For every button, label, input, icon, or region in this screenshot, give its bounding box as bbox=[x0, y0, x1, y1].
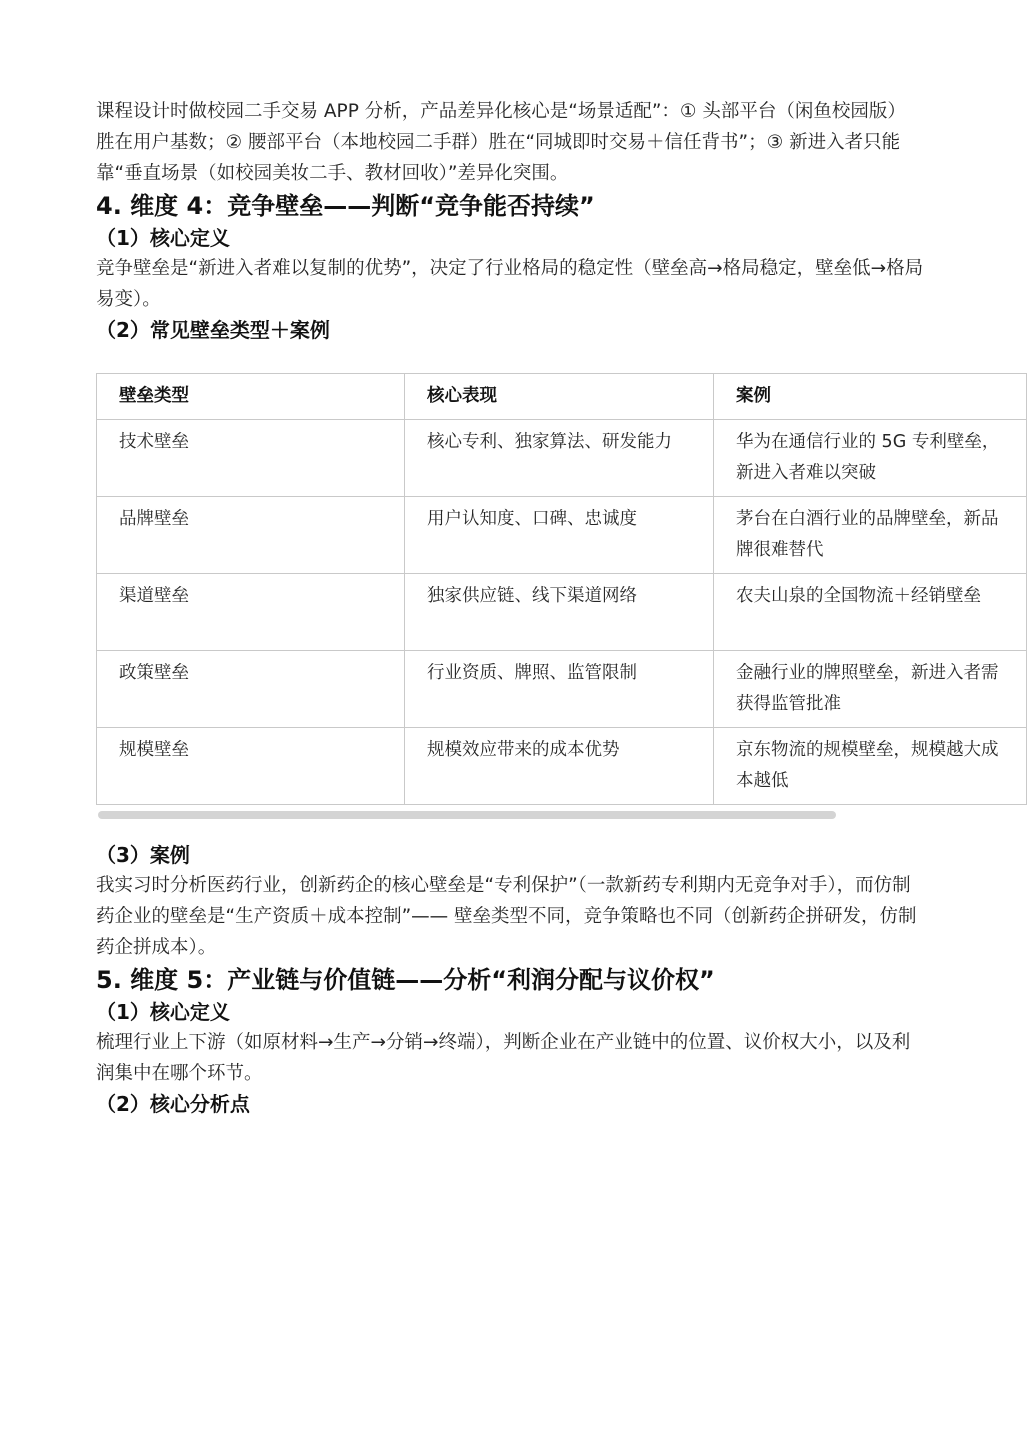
table-cell-type: 技术壁垒 bbox=[97, 420, 405, 497]
table-horizontal-scrollbar[interactable] bbox=[96, 811, 924, 820]
table-cell-case: 华为在通信行业的 5G 专利壁垒，新进入者难以突破 bbox=[714, 420, 1027, 497]
barrier-table bbox=[96, 373, 1027, 805]
table-cell-manifestation: 独家供应链、线下渠道网络 bbox=[405, 574, 714, 651]
table-row bbox=[97, 574, 1027, 651]
table-header-cell: 壁垒类型 bbox=[97, 374, 405, 420]
section-5-definition-heading: （1）核心定义 bbox=[96, 1000, 230, 1024]
table-cell-case: 京东物流的规模壁垒，规模越大成本越低 bbox=[714, 728, 1027, 805]
table-cell-type: 政策壁垒 bbox=[97, 651, 405, 728]
table-row bbox=[97, 728, 1027, 805]
document-page bbox=[96, 96, 1000, 1119]
section-4-definition-text: 竞争壁垒是“新进入者难以复制的优势”，决定了行业格局的稳定性（壁垒高→格局稳定，壁垒低→格局易变）。 bbox=[96, 258, 924, 310]
intro-paragraph: 课程设计时做校园二手交易 APP 分析，产品差异化核心是“场景适配”：① 头部平台（闲鱼校园版）胜在用户基数；② 腰部平台（本地校园二手群）胜在“同城即时交易＋信任背书”；③ 新进入者只能靠“垂直场景（如校园美妆二手、教材回收）”差异化突围。 bbox=[96, 101, 906, 184]
table-cell-case: 茅台在白酒行业的品牌壁垒，新品牌很难替代 bbox=[714, 497, 1027, 574]
table-cell-type: 渠道壁垒 bbox=[97, 574, 405, 651]
section-4-types-heading: （2）常见壁垒类型＋案例 bbox=[96, 318, 330, 342]
table-header-row bbox=[97, 374, 1027, 420]
table-cell-manifestation: 核心专利、独家算法、研发能力 bbox=[405, 420, 714, 497]
section-4-definition-heading: （1）核心定义 bbox=[96, 226, 230, 250]
table-header-cell: 案例 bbox=[714, 374, 1027, 420]
section-5-definition-text: 梳理行业上下游（如原材料→生产→分销→终端），判断企业在产业链中的位置、议价权大小，以及利润集中在哪个环节。 bbox=[96, 1032, 911, 1084]
table-cell-case: 农夫山泉的全国物流＋经销壁垒 bbox=[714, 574, 1027, 651]
scrollbar-thumb[interactable] bbox=[98, 811, 836, 819]
section-4-title: 4. 维度 4：竞争壁垒——判断“竞争能否持续” bbox=[96, 192, 595, 220]
section-5-points-heading: （2）核心分析点 bbox=[96, 1092, 250, 1116]
table-header-cell: 核心表现 bbox=[405, 374, 714, 420]
section-4-case-text: 我实习时分析医药行业，创新药企的核心壁垒是“专利保护”（一款新药专利期内无竞争对手），而仿制药企业的壁垒是“生产资质＋成本控制”—— 壁垒类型不同，竞争策略也不同（创新药企拼研发，仿制药企拼成本）。 bbox=[96, 875, 917, 958]
table-cell-case: 金融行业的牌照壁垒，新进入者需获得监管批准 bbox=[714, 651, 1027, 728]
table-cell-manifestation: 行业资质、牌照、监管限制 bbox=[405, 651, 714, 728]
table-cell-type: 品牌壁垒 bbox=[97, 497, 405, 574]
table-row bbox=[97, 651, 1027, 728]
table-row bbox=[97, 420, 1027, 497]
section-4-case-heading: （3）案例 bbox=[96, 843, 190, 867]
table-cell-manifestation: 用户认知度、口碑、忠诚度 bbox=[405, 497, 714, 574]
section-5-title: 5. 维度 5：产业链与价值链——分析“利润分配与议价权” bbox=[96, 966, 715, 994]
table-row bbox=[97, 497, 1027, 574]
barrier-table-container[interactable] bbox=[96, 373, 1000, 805]
table-cell-type: 规模壁垒 bbox=[97, 728, 405, 805]
table-cell-manifestation: 规模效应带来的成本优势 bbox=[405, 728, 714, 805]
